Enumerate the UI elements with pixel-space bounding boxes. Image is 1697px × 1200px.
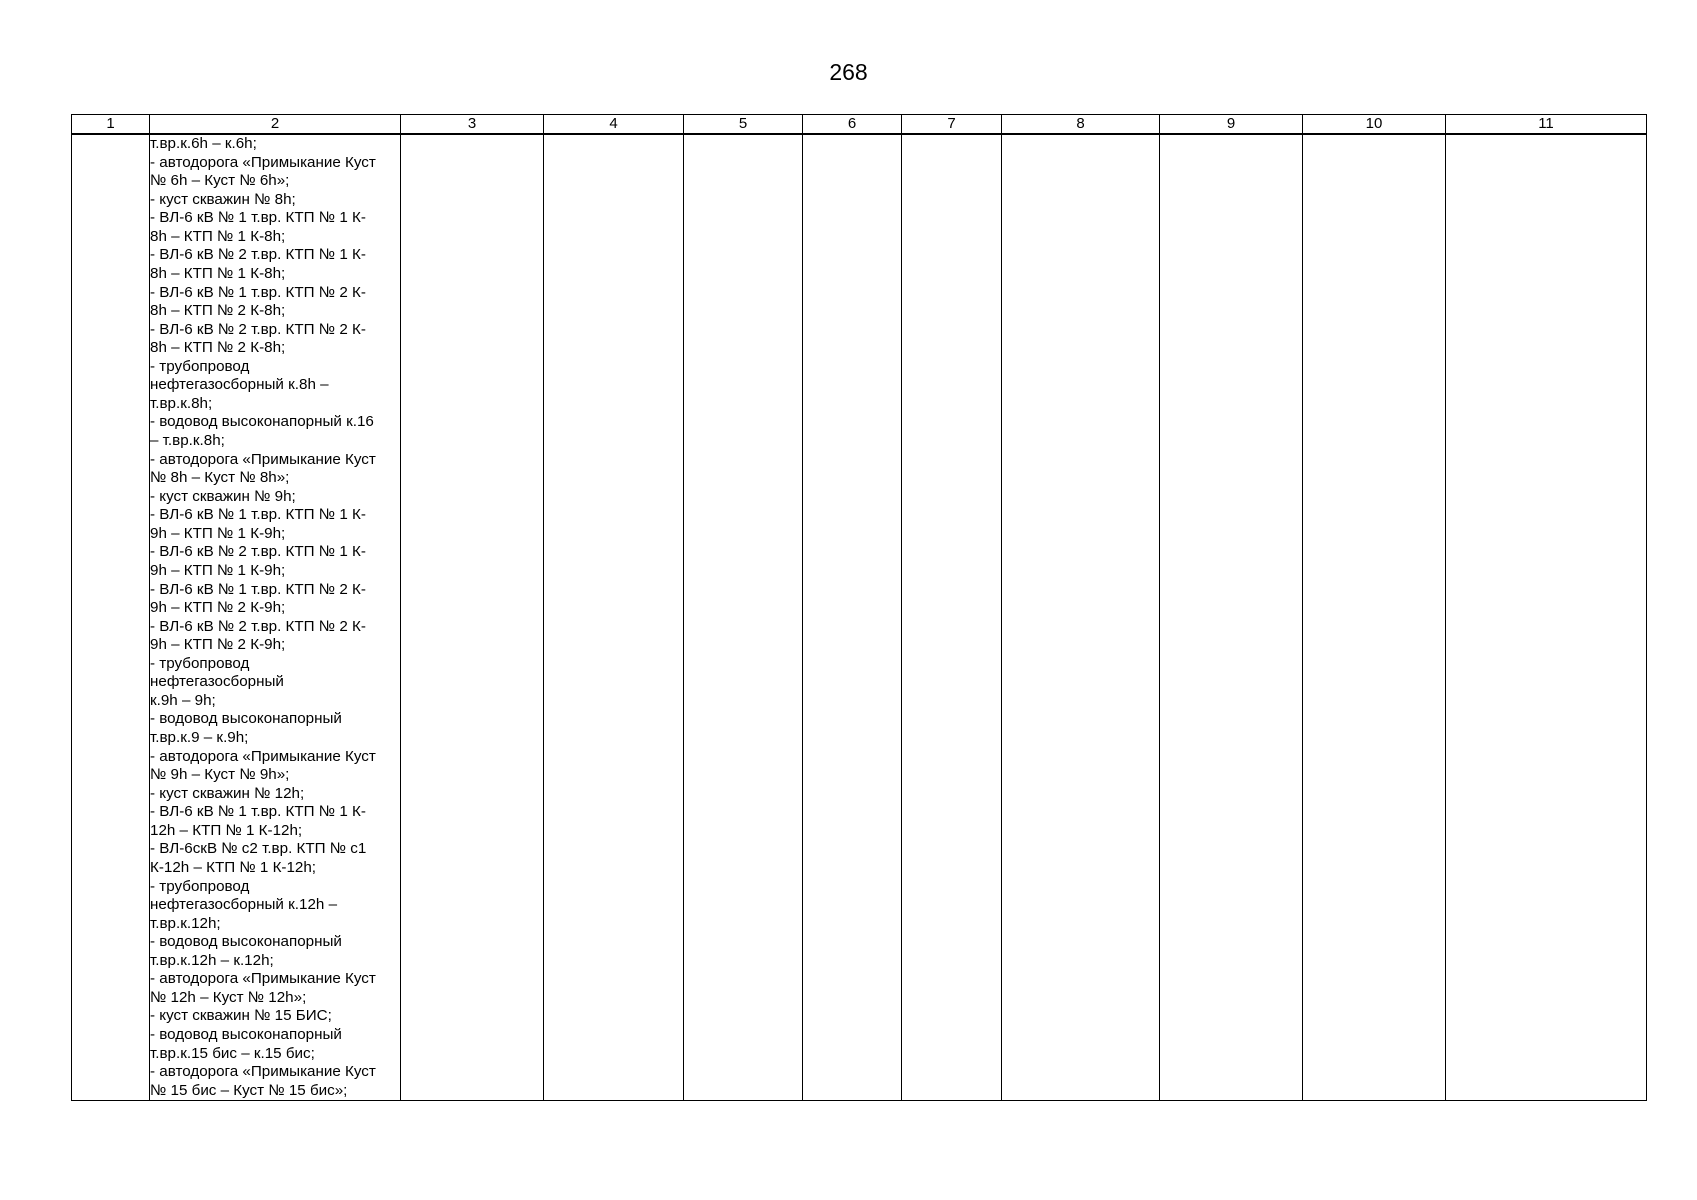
cell-col-2-object-list [150, 134, 401, 1101]
cell-col-10 [1303, 134, 1446, 1101]
list-item: - куст скважин № 8h; [150, 190, 296, 208]
list-item: - ВЛ-6 кВ № 2 т.вр. КТП № 2 К- [150, 320, 366, 338]
list-item: т.вр.к.9 – к.9h; [150, 729, 249, 746]
list-item: нефтегазосборный к.12h – [150, 896, 338, 914]
list-item: 8h – КТП № 2 К-8h; [150, 302, 286, 320]
cell-col-7 [902, 134, 1002, 1101]
page-number: 268 [829, 59, 868, 85]
list-item: - автодорога «Примыкание Куст [150, 970, 376, 988]
list-item: - водовод высоконапорный [150, 933, 342, 951]
column-header-10: 10 [1303, 115, 1446, 135]
list-item: - автодорога «Примыкание Куст [150, 747, 376, 765]
cell-col-4 [544, 134, 684, 1101]
list-item: 9h – КТП № 2 К-9h; [150, 599, 286, 617]
column-header-8: 8 [1002, 115, 1160, 135]
cell-col-8 [1002, 134, 1160, 1101]
list-item: - автодорога «Примыкание Куст [150, 1063, 376, 1081]
column-header-4: 4 [544, 115, 684, 135]
list-item: 9h – КТП № 1 К-9h; [150, 561, 286, 579]
list-item: - трубопровод [150, 877, 250, 895]
cell-col-11 [1446, 134, 1647, 1101]
column-header-11: 11 [1446, 115, 1647, 135]
list-item: - водовод высоконапорный к.16 [150, 413, 374, 431]
list-item: к.9h – 9h; [150, 691, 216, 709]
list-item: т.вр.к.6h – к.6h; [150, 135, 257, 152]
list-item: № 9h – Куст № 9h»; [150, 766, 290, 784]
list-item: - водовод высоконапорный [150, 1026, 342, 1043]
column-header-6: 6 [803, 115, 902, 135]
list-item: № 6h – Куст № 6h»; [150, 172, 290, 190]
list-item: - ВЛ-6 кВ № 1 т.вр. КТП № 2 К- [150, 580, 366, 598]
table-row [72, 134, 1647, 1101]
list-item: № 12h – Куст № 12h»; [150, 988, 307, 1006]
list-item: - куст скважин № 9h; [150, 487, 296, 505]
cell-col-9 [1160, 134, 1303, 1101]
column-header-1: 1 [72, 115, 150, 135]
column-header-7: 7 [902, 115, 1002, 135]
list-item: 9h – КТП № 1 К-9h; [150, 524, 286, 542]
cell-col-3 [401, 134, 544, 1101]
list-item: - куст скважин № 12h; [150, 784, 305, 802]
column-header-2: 2 [150, 115, 401, 135]
list-item: - ВЛ-6скВ № с2 т.вр. КТП № с1 [150, 840, 367, 858]
list-item: - ВЛ-6 кВ № 2 т.вр. КТП № 1 К- [150, 246, 366, 264]
list-item: нефтегазосборный к.8h – [150, 376, 329, 394]
cell-col-6 [803, 134, 902, 1101]
cell-col-5 [684, 134, 803, 1101]
list-item: – т.вр.к.8h; [150, 432, 225, 449]
list-item: т.вр.к.15 бис – к.15 бис; [150, 1044, 315, 1062]
list-item: - куст скважин № 15 БИС; [150, 1007, 332, 1025]
list-item: 8h – КТП № 1 К-8h; [150, 264, 286, 282]
list-item: - трубопровод [150, 357, 250, 375]
list-item: - ВЛ-6 кВ № 2 т.вр. КТП № 2 К- [150, 617, 366, 635]
list-item: т.вр.к.12h; [150, 914, 221, 932]
list-item: 8h – КТП № 1 К-8h; [150, 227, 286, 245]
list-item: - ВЛ-6 кВ № 1 т.вр. КТП № 1 К- [150, 803, 366, 821]
cell-col-1 [72, 134, 150, 1101]
column-header-9: 9 [1160, 115, 1303, 135]
list-item: - ВЛ-6 кВ № 1 т.вр. КТП № 2 К- [150, 283, 366, 301]
list-item: - ВЛ-6 кВ № 2 т.вр. КТП № 1 К- [150, 543, 366, 561]
list-item: № 15 бис – Куст № 15 бис»; [150, 1081, 348, 1099]
list-item: - водовод высоконапорный [150, 710, 342, 728]
list-item: т.вр.к.12h – к.12h; [150, 951, 274, 969]
list-item: - автодорога «Примыкание Куст [150, 153, 376, 171]
list-item: - трубопровод [150, 654, 250, 672]
list-item: - автодорога «Примыкание Куст [150, 450, 376, 468]
list-item: 8h – КТП № 2 К-8h; [150, 339, 286, 357]
document-table [71, 114, 1647, 1101]
table-header-row [72, 115, 1647, 135]
list-item: - ВЛ-6 кВ № 1 т.вр. КТП № 1 К- [150, 506, 366, 524]
list-item: т.вр.к.8h; [150, 394, 213, 412]
object-list [150, 135, 400, 1100]
list-item: № 8h – Куст № 8h»; [150, 469, 290, 487]
column-header-3: 3 [401, 115, 544, 135]
list-item: 12h – КТП № 1 К-12h; [150, 821, 303, 839]
column-header-5: 5 [684, 115, 803, 135]
list-item: нефтегазосборный [150, 673, 284, 691]
list-item: К-12h – КТП № 1 К-12h; [150, 858, 317, 876]
list-item: 9h – КТП № 2 К-9h; [150, 636, 286, 654]
list-item: - ВЛ-6 кВ № 1 т.вр. КТП № 1 К- [150, 209, 366, 227]
